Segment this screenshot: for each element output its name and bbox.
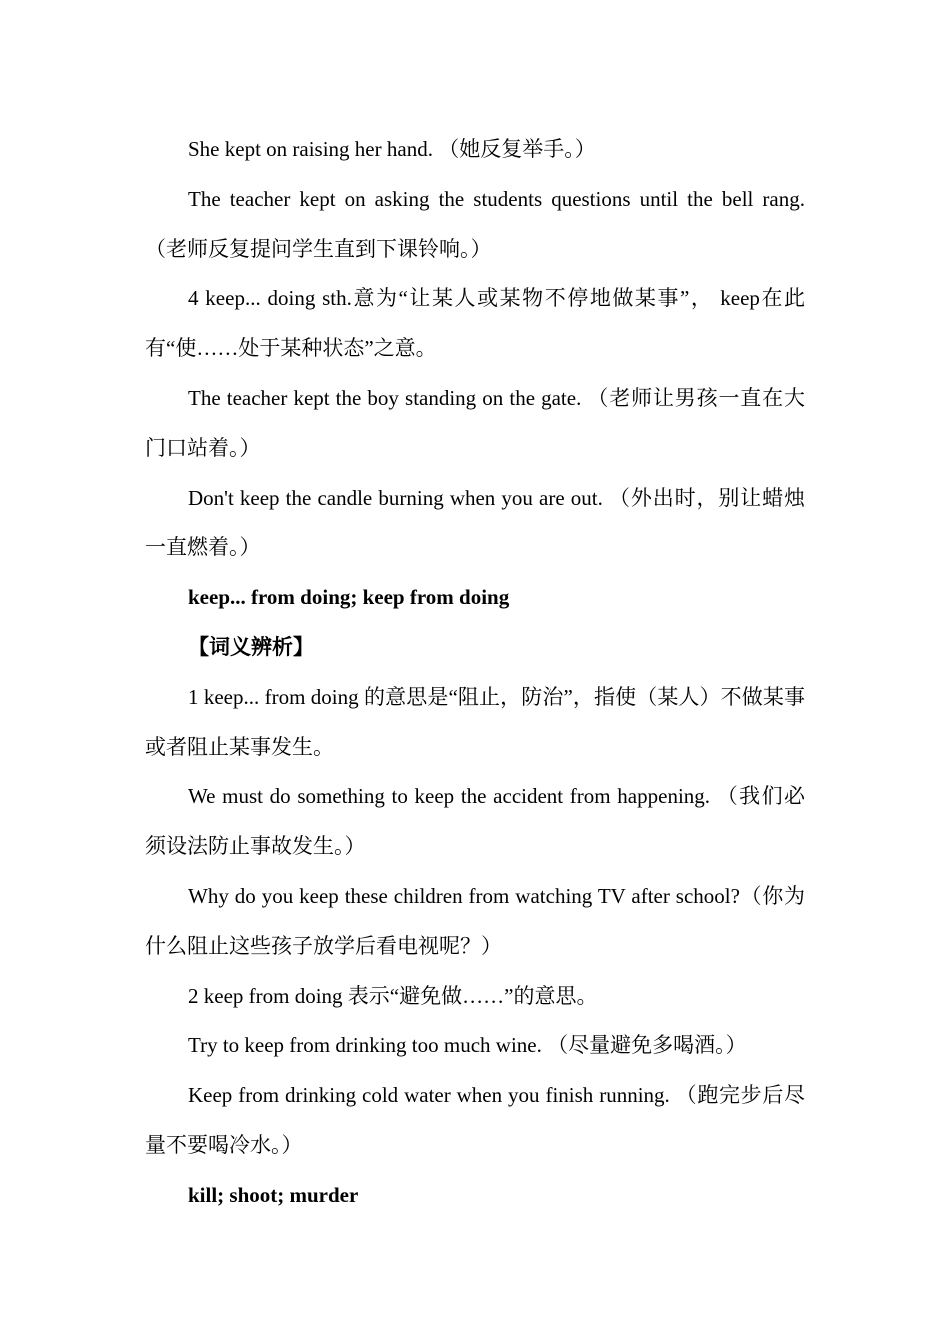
paragraph: The teacher kept the boy standing on the gate. （老师让男孩一直在大门口站着。）: [145, 385, 805, 460]
paragraph: Don't keep the candle burning when you are out. （外出时，别让蜡烛一直燃着。）: [145, 485, 805, 560]
paragraph: She kept on raising her hand. （她反复举手。）: [188, 137, 596, 161]
paragraph: Keep from drinking cold water when you finish running. （跑完步后尽量不要喝冷水。）: [145, 1083, 805, 1157]
section-heading: keep... from doing; keep from doing: [188, 585, 510, 610]
paragraph: We must do something to keep the accident from happening. （我们必须设法防止事故发生。）: [145, 784, 805, 859]
paragraph: The teacher kept on asking the students questions until the bell rang.（老师反复提问学生直到下课铃响。）: [145, 186, 805, 261]
section-heading: kill; shoot; murder: [188, 1182, 359, 1207]
paragraph: Try to keep from drinking too much wine. （尽量避免多喝酒。）: [188, 1033, 747, 1058]
paragraph: 2 keep from doing 表示“避免做……”的意思。: [188, 983, 598, 1008]
paragraph: 4 keep... doing sth.意为“让某人或某物不停地做某事”， keep在此有“使……处于某种状态”之意。: [145, 286, 805, 361]
paragraph: 1 keep... from doing 的意思是“阻止，防治”，指使（某人）不做某事或者阻止某事发生。: [145, 684, 805, 759]
document-body: [145, 125, 805, 1221]
paragraph: Why do you keep these children from watching TV after school?（你为什么阻止这些孩子放学后看电视呢？）: [145, 883, 805, 958]
analysis-heading: 【词义辨析】: [188, 634, 314, 659]
